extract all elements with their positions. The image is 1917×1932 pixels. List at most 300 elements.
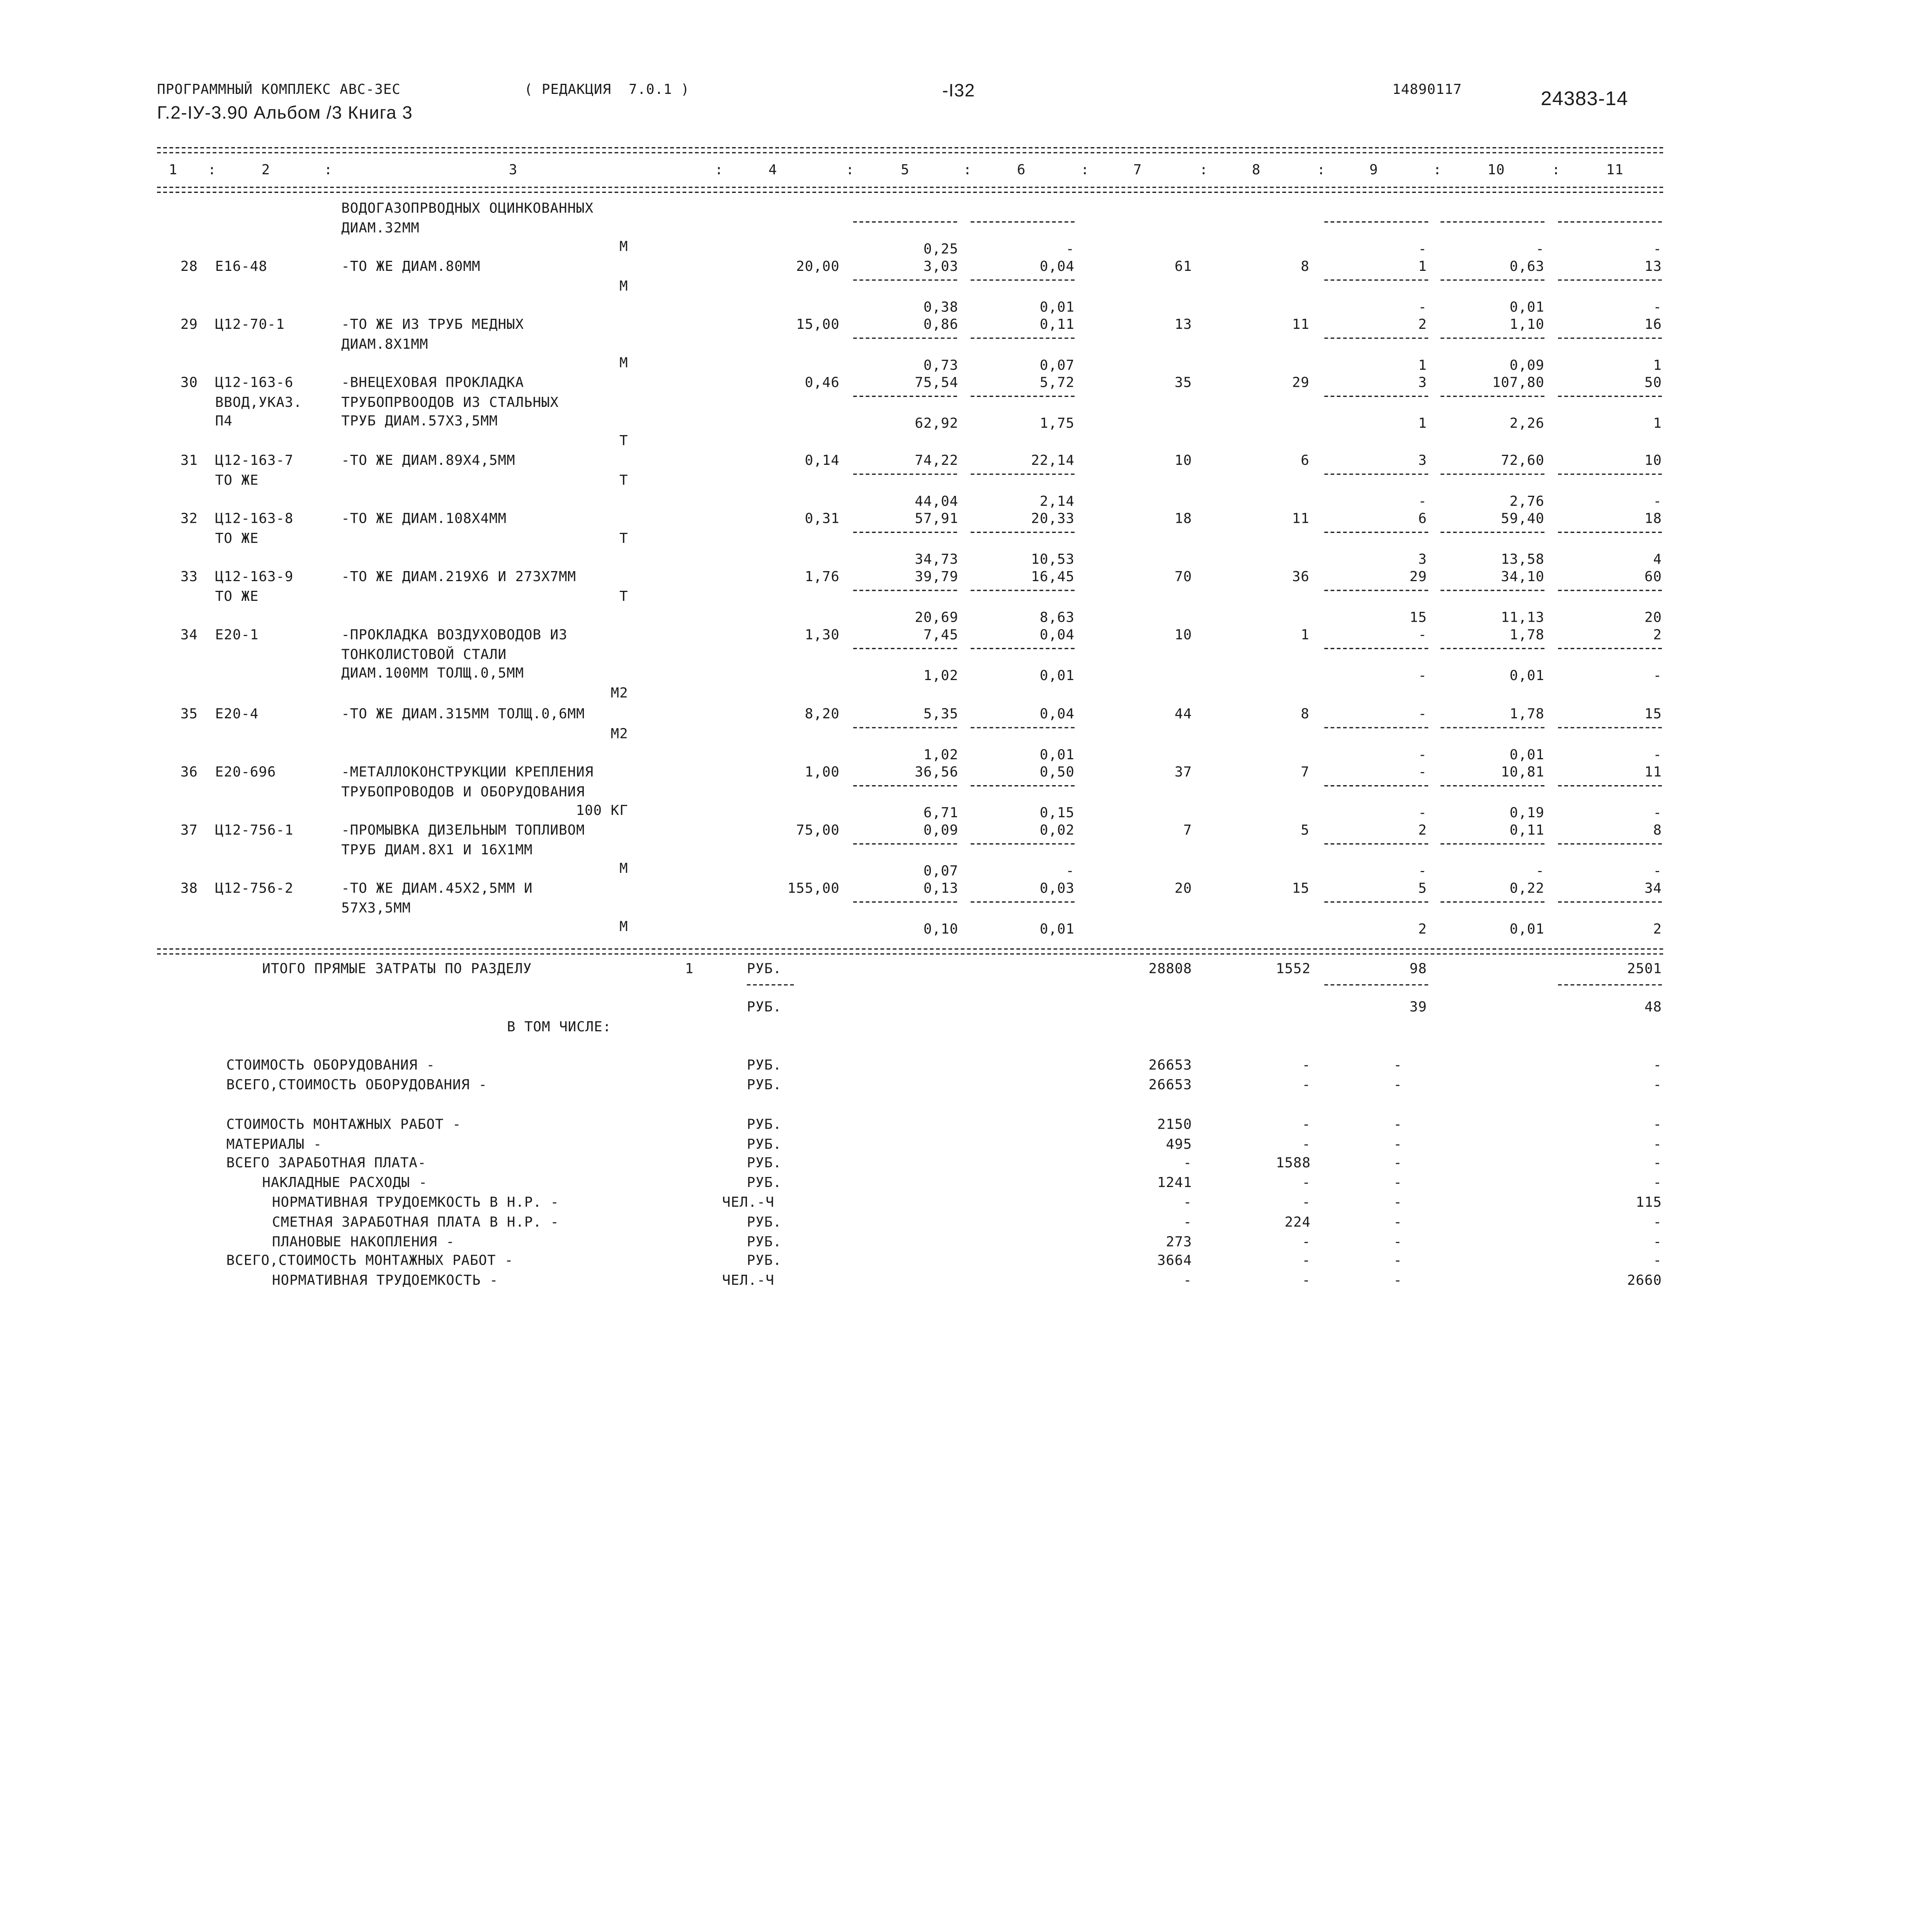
value-c6b: 0,01 xyxy=(1039,668,1075,684)
total-col7: 28808 xyxy=(1148,961,1192,977)
cell-rule xyxy=(1558,337,1662,338)
summary-col7: 26653 xyxy=(1148,1077,1192,1093)
summary-unit: РУБ. xyxy=(747,1077,782,1093)
value-c10b: 0,01 xyxy=(1509,747,1544,764)
value-c5b: 34,73 xyxy=(915,552,958,568)
value-c5b: 44,04 xyxy=(915,494,958,510)
work-description: -ТО ЖЕ ДИАМ.80ММ xyxy=(341,258,481,275)
value-c7: 44 xyxy=(1174,706,1192,722)
value-c9b: - xyxy=(1418,805,1427,822)
summary-col9: - xyxy=(1393,1214,1402,1230)
rate-code: Ц12-163-6 xyxy=(215,374,294,391)
column-header: 9 xyxy=(1369,162,1378,178)
value-c10a: 59,40 xyxy=(1501,510,1544,527)
cell-rule xyxy=(1558,221,1662,222)
summary-col8: - xyxy=(1302,1175,1311,1191)
cell-rule xyxy=(853,589,957,590)
rate-code: ТО ЖЕ xyxy=(215,530,259,546)
summary-unit: РУБ. xyxy=(747,1136,782,1153)
summary-col11: - xyxy=(1653,1234,1662,1250)
cell-rule xyxy=(971,901,1075,902)
value-c9a: 5 xyxy=(1418,880,1427,896)
unit-of-measure: М xyxy=(619,239,628,255)
value-c8: 11 xyxy=(1292,510,1310,527)
column-header: 5 xyxy=(901,162,910,178)
total-rule xyxy=(157,948,1663,949)
quantity: 155,00 xyxy=(787,880,840,896)
total-col8: 1552 xyxy=(1276,961,1311,977)
value-c5b: 0,38 xyxy=(923,299,958,316)
value-c10b: - xyxy=(1536,863,1544,880)
row-number: 33 xyxy=(180,569,198,585)
value-c6a: 0,11 xyxy=(1039,316,1075,333)
unit-of-measure: Т xyxy=(619,433,628,449)
cell-rule xyxy=(1558,531,1662,532)
value-c11b: 20 xyxy=(1644,610,1662,626)
cell-rule xyxy=(1441,279,1544,280)
summary-col7: - xyxy=(1183,1214,1192,1230)
column-header: 2 xyxy=(261,162,270,178)
summary-col8: - xyxy=(1302,1057,1311,1073)
value-c10b: 0,09 xyxy=(1509,358,1544,374)
value-c10a: 0,11 xyxy=(1509,822,1544,838)
cell-rule xyxy=(853,843,957,844)
cell-rule xyxy=(1558,843,1662,844)
cell-rule xyxy=(853,473,957,474)
total-col11-sub: 48 xyxy=(1644,999,1662,1015)
cell-rule xyxy=(971,473,1075,474)
summary-col9: - xyxy=(1393,1155,1402,1171)
value-c8: 15 xyxy=(1292,880,1310,896)
cell-rule xyxy=(1441,337,1544,338)
summary-label: ВСЕГО,СТОИМОСТЬ ОБОРУДОВАНИЯ - xyxy=(226,1077,488,1093)
cell-rule xyxy=(853,279,957,280)
cell-rule xyxy=(1324,279,1428,280)
quantity: 1,30 xyxy=(805,627,840,643)
value-c9a: 2 xyxy=(1418,822,1427,838)
column-separator: : xyxy=(845,162,855,178)
value-c11a: 2 xyxy=(1653,627,1662,643)
value-c9b: - xyxy=(1418,242,1427,258)
cell-rule xyxy=(1558,279,1662,280)
row-number: 32 xyxy=(180,510,198,527)
value-c9b: 1 xyxy=(1418,358,1427,374)
value-c11b: 1 xyxy=(1653,416,1662,432)
value-c11b: - xyxy=(1653,299,1662,316)
quantity: 20,00 xyxy=(796,258,840,275)
cell-rule xyxy=(1324,395,1428,396)
rate-code: Ц12-756-1 xyxy=(215,822,294,838)
value-c9a: 3 xyxy=(1418,452,1427,469)
value-c11a: 8 xyxy=(1653,822,1662,838)
cell-rule xyxy=(1441,727,1544,728)
column-header: 3 xyxy=(509,162,518,178)
value-c5a: 74,22 xyxy=(915,452,958,469)
value-c10b: 13,58 xyxy=(1501,552,1544,568)
value-c6a: 0,02 xyxy=(1039,822,1075,838)
value-c5a: 7,45 xyxy=(923,627,958,643)
value-c7: 37 xyxy=(1174,764,1192,781)
value-c8: 11 xyxy=(1292,316,1310,333)
summary-col11: - xyxy=(1653,1057,1662,1073)
value-c6a: 0,03 xyxy=(1039,880,1075,896)
value-c10a: 107,80 xyxy=(1492,374,1544,391)
value-c6b: 10,53 xyxy=(1031,552,1075,568)
value-c11b: 4 xyxy=(1653,552,1662,568)
cell-rule xyxy=(1441,221,1544,222)
work-description: -ПРОМЫВКА ДИЗЕЛЬНЫМ ТОПЛИВОМ xyxy=(341,822,585,838)
unit-of-measure: Т xyxy=(619,530,628,546)
cell-rule xyxy=(971,221,1075,222)
work-description: ДИАМ.32ММ xyxy=(341,219,420,236)
value-c10b: 2,76 xyxy=(1509,494,1544,510)
summary-unit: РУБ. xyxy=(747,1252,782,1269)
value-c6a: 0,50 xyxy=(1039,764,1075,781)
summary-unit: РУБ. xyxy=(747,1057,782,1073)
column-header: 4 xyxy=(768,162,777,178)
value-c10a: 0,22 xyxy=(1509,880,1544,896)
rate-code: Ц12-163-7 xyxy=(215,452,294,469)
summary-col8: 224 xyxy=(1284,1214,1311,1230)
cell-rule xyxy=(1558,395,1662,396)
header-rule xyxy=(157,187,1663,188)
summary-col11: - xyxy=(1653,1252,1662,1269)
value-c9b: - xyxy=(1418,668,1427,684)
header-rule xyxy=(157,147,1663,148)
column-header: 10 xyxy=(1487,162,1505,178)
column-separator: : xyxy=(1080,162,1090,178)
cell-rule xyxy=(1441,648,1544,649)
cell-rule xyxy=(1441,395,1544,396)
value-c6a: 0,04 xyxy=(1039,258,1075,275)
quantity: 0,14 xyxy=(805,452,840,469)
cell-rule xyxy=(853,785,957,786)
value-c10b: 0,01 xyxy=(1509,922,1544,938)
summary-label: НАКЛАДНЫЕ РАСХОДЫ - xyxy=(262,1175,428,1191)
value-c8: 8 xyxy=(1301,706,1310,722)
summary-col9: - xyxy=(1393,1194,1402,1211)
value-c6b: 0,07 xyxy=(1039,358,1075,374)
work-description: -ПРОКЛАДКА ВОЗДУХОВОДОВ ИЗ xyxy=(341,627,568,643)
total-col9: 98 xyxy=(1409,961,1427,977)
summary-unit: РУБ. xyxy=(747,1175,782,1191)
value-c8: 36 xyxy=(1292,569,1310,585)
row-number: 35 xyxy=(180,706,198,722)
value-c8: 1 xyxy=(1301,627,1310,643)
rate-code: Е20-4 xyxy=(215,706,259,722)
value-c11b: - xyxy=(1653,242,1662,258)
row-number: 31 xyxy=(180,452,198,469)
rate-code: ВВОД,УКАЗ. xyxy=(215,394,302,410)
value-c8: 8 xyxy=(1301,258,1310,275)
column-separator: : xyxy=(208,162,217,178)
column-header: 1 xyxy=(168,162,178,178)
edition-label: ( РЕДАКЦИЯ 7.0.1 ) xyxy=(524,82,690,98)
row-number: 38 xyxy=(180,880,198,896)
value-c6a: 22,14 xyxy=(1031,452,1075,469)
column-separator: : xyxy=(963,162,972,178)
total-label: ИТОГО ПРЯМЫЕ ЗАТРАТЫ ПО РАЗДЕЛУ xyxy=(262,961,532,977)
summary-col7: 495 xyxy=(1166,1136,1192,1153)
cell-rule xyxy=(971,727,1075,728)
rate-code: Ц12-756-2 xyxy=(215,880,294,896)
value-c10b: 2,26 xyxy=(1509,416,1544,432)
work-description: -МЕТАЛЛОКОНСТРУКЦИИ КРЕПЛЕНИЯ xyxy=(341,764,594,781)
summary-col11: - xyxy=(1653,1175,1662,1191)
value-c8: 7 xyxy=(1301,764,1310,781)
value-c9b: - xyxy=(1418,863,1427,880)
value-c6b: - xyxy=(1066,242,1075,258)
value-c11b: - xyxy=(1653,747,1662,764)
value-c11b: - xyxy=(1653,863,1662,880)
value-c11a: 60 xyxy=(1644,569,1662,585)
total-col9-rule xyxy=(1324,984,1428,985)
value-c5a: 3,03 xyxy=(923,258,958,275)
value-c7: 7 xyxy=(1183,822,1192,838)
value-c11a: 16 xyxy=(1644,316,1662,333)
cell-rule xyxy=(1324,531,1428,532)
summary-col7: 2150 xyxy=(1157,1116,1192,1133)
quantity: 0,31 xyxy=(805,510,840,527)
cell-rule xyxy=(1324,843,1428,844)
cell-rule xyxy=(971,843,1075,844)
value-c9a: - xyxy=(1418,764,1427,781)
summary-col8: - xyxy=(1302,1272,1311,1289)
cell-rule xyxy=(853,727,957,728)
total-col11: 2501 xyxy=(1627,961,1662,977)
cell-rule xyxy=(1558,473,1662,474)
value-c5b: 62,92 xyxy=(915,416,958,432)
row-number: 28 xyxy=(180,258,198,275)
cell-rule xyxy=(1558,648,1662,649)
summary-col7: - xyxy=(1183,1155,1192,1171)
work-description: ТРУБ ДИАМ.8Х1 И 16Х1ММ xyxy=(341,842,533,858)
summary-col9: - xyxy=(1393,1136,1402,1153)
work-description: 57Х3,5ММ xyxy=(341,900,411,916)
value-c5b: 1,02 xyxy=(923,747,958,764)
total-unit: РУБ. xyxy=(747,999,782,1015)
summary-label: ВСЕГО,СТОИМОСТЬ МОНТАЖНЫХ РАБОТ - xyxy=(226,1252,514,1269)
value-c7: 10 xyxy=(1174,452,1192,469)
rate-code: Е20-696 xyxy=(215,764,276,781)
value-c9b: - xyxy=(1418,299,1427,316)
quantity: 1,00 xyxy=(805,764,840,781)
quantity: 15,00 xyxy=(796,316,840,333)
summary-col9: - xyxy=(1393,1234,1402,1250)
rate-code: Е16-48 xyxy=(215,258,267,275)
value-c6b: 2,14 xyxy=(1039,494,1075,510)
value-c10a: 1,78 xyxy=(1509,706,1544,722)
value-c6b: 8,63 xyxy=(1039,610,1075,626)
document-code: 14890117 xyxy=(1392,82,1462,98)
cell-rule xyxy=(971,337,1075,338)
value-c10a: 1,10 xyxy=(1509,316,1544,333)
summary-unit: РУБ. xyxy=(747,1234,782,1250)
work-description: ТРУБОПРВООДОВ ИЗ СТАЛЬНЫХ xyxy=(341,394,559,410)
page-number: -I32 xyxy=(942,82,975,102)
value-c11a: 18 xyxy=(1644,510,1662,527)
value-c5a: 57,91 xyxy=(915,510,958,527)
value-c10b: 0,01 xyxy=(1509,299,1544,316)
value-c6a: 16,45 xyxy=(1031,569,1075,585)
value-c9a: 2 xyxy=(1418,316,1427,333)
unit-of-measure: М xyxy=(619,355,628,372)
value-c11b: 2 xyxy=(1653,922,1662,938)
column-header: 7 xyxy=(1133,162,1142,178)
summary-col11: 2660 xyxy=(1627,1272,1662,1289)
value-c11a: 10 xyxy=(1644,452,1662,469)
summary-unit: РУБ. xyxy=(747,1155,782,1171)
header-rule xyxy=(157,152,1663,153)
cell-rule xyxy=(971,648,1075,649)
summary-label: ВСЕГО ЗАРАБОТНАЯ ПЛАТА- xyxy=(226,1155,427,1171)
value-c10b: 11,13 xyxy=(1501,610,1544,626)
program-title: ПРОГРАММНЫЙ КОМПЛЕКС АВС-ЗЕС xyxy=(157,82,401,98)
summary-label: ПЛАНОВЫЕ НАКОПЛЕНИЯ - xyxy=(272,1234,455,1250)
total-col11-rule xyxy=(1558,984,1662,985)
cell-rule xyxy=(853,648,957,649)
value-c9a: - xyxy=(1418,706,1427,722)
column-separator: : xyxy=(1433,162,1442,178)
column-separator: : xyxy=(1199,162,1208,178)
value-c5a: 36,56 xyxy=(915,764,958,781)
value-c7: 35 xyxy=(1174,374,1192,391)
row-number: 37 xyxy=(180,822,198,838)
work-description: ДИАМ.100ММ ТОЛЩ.0,5ММ xyxy=(341,665,524,682)
value-c6a: 20,33 xyxy=(1031,510,1075,527)
value-c9b: 1 xyxy=(1418,416,1427,432)
value-c5b: 0,07 xyxy=(923,863,958,880)
stamp-number: 24383-14 xyxy=(1541,89,1628,110)
row-number: 34 xyxy=(180,627,198,643)
cell-rule xyxy=(1441,589,1544,590)
value-c7: 61 xyxy=(1174,258,1192,275)
work-description: -ТО ЖЕ ДИАМ.108Х4ММ xyxy=(341,510,507,527)
summary-col8: - xyxy=(1302,1136,1311,1153)
summary-col7: 273 xyxy=(1166,1234,1192,1250)
value-c6b: - xyxy=(1066,863,1075,880)
summary-col11: 115 xyxy=(1636,1194,1662,1211)
work-description: ВОДОГАЗОПРВОДНЫХ ОЦИНКОВАННЫХ xyxy=(341,200,594,216)
value-c11b: - xyxy=(1653,494,1662,510)
unit-of-measure: 100 КГ xyxy=(576,803,628,819)
value-c5b: 20,69 xyxy=(915,610,958,626)
value-c9a: 6 xyxy=(1418,510,1427,527)
value-c6b: 0,15 xyxy=(1039,805,1075,822)
value-c5a: 0,86 xyxy=(923,316,958,333)
work-description: ТОНКОЛИСТОВОЙ СТАЛИ xyxy=(341,646,507,663)
value-c11a: 34 xyxy=(1644,880,1662,896)
cell-rule xyxy=(1558,589,1662,590)
value-c8: 29 xyxy=(1292,374,1310,391)
value-c11b: - xyxy=(1653,668,1662,684)
value-c9b: 15 xyxy=(1409,610,1427,626)
cell-rule xyxy=(1324,727,1428,728)
value-c6b: 0,01 xyxy=(1039,299,1075,316)
quantity: 1,76 xyxy=(805,569,840,585)
header-rule xyxy=(157,192,1663,193)
summary-col9: - xyxy=(1393,1057,1402,1073)
summary-col9: - xyxy=(1393,1272,1402,1289)
cell-rule xyxy=(1441,473,1544,474)
summary-unit: ЧЕЛ.-Ч xyxy=(722,1194,774,1211)
cell-rule xyxy=(1441,531,1544,532)
cell-rule xyxy=(1441,785,1544,786)
column-header: 8 xyxy=(1252,162,1261,178)
rate-code: Ц12-70-1 xyxy=(215,316,285,333)
value-c5b: 0,73 xyxy=(923,358,958,374)
work-description: -ТО ЖЕ ИЗ ТРУБ МЕДНЫХ xyxy=(341,316,524,333)
value-c11a: 11 xyxy=(1644,764,1662,781)
value-c5a: 39,79 xyxy=(915,569,958,585)
summary-label: НОРМАТИВНАЯ ТРУДОЕМКОСТЬ - xyxy=(272,1272,498,1289)
total-section-number: 1 xyxy=(685,961,694,977)
value-c11a: 13 xyxy=(1644,258,1662,275)
cell-rule xyxy=(1324,785,1428,786)
cell-rule xyxy=(1324,473,1428,474)
summary-col11: - xyxy=(1653,1214,1662,1230)
rate-code: П4 xyxy=(215,413,233,430)
cell-rule xyxy=(853,531,957,532)
work-description: -ТО ЖЕ ДИАМ.219Х6 И 273Х7ММ xyxy=(341,569,577,585)
summary-label: СТОИМОСТЬ ОБОРУДОВАНИЯ - xyxy=(226,1057,435,1073)
value-c5a: 0,13 xyxy=(923,880,958,896)
value-c10b: 0,19 xyxy=(1509,805,1544,822)
value-c6b: 0,01 xyxy=(1039,747,1075,764)
summary-col7: 26653 xyxy=(1148,1057,1192,1073)
unit-of-measure: М2 xyxy=(611,685,628,701)
value-c5a: 5,35 xyxy=(923,706,958,722)
summary-col8: - xyxy=(1302,1234,1311,1250)
value-c9a: 29 xyxy=(1409,569,1427,585)
unit-of-measure: М xyxy=(619,861,628,878)
unit-of-measure: М2 xyxy=(611,725,628,742)
summary-col8: 1588 xyxy=(1276,1155,1311,1171)
rate-code: ТО ЖЕ xyxy=(215,472,259,488)
cell-rule xyxy=(1558,727,1662,728)
summary-col9: - xyxy=(1393,1116,1402,1133)
value-c5b: 1,02 xyxy=(923,668,958,684)
summary-col9: - xyxy=(1393,1175,1402,1191)
summary-label: НОРМАТИВНАЯ ТРУДОЕМКОСТЬ В Н.Р. - xyxy=(272,1194,559,1211)
quantity: 0,46 xyxy=(805,374,840,391)
summary-unit: ЧЕЛ.-Ч xyxy=(722,1272,774,1289)
value-c7: 18 xyxy=(1174,510,1192,527)
value-c5b: 0,10 xyxy=(923,922,958,938)
value-c9b: 3 xyxy=(1418,552,1427,568)
cell-rule xyxy=(1324,337,1428,338)
value-c8: 6 xyxy=(1301,452,1310,469)
value-c7: 10 xyxy=(1174,627,1192,643)
work-description: -ВНЕЦЕХОВАЯ ПРОКЛАДКА xyxy=(341,374,524,391)
summary-col11: - xyxy=(1653,1077,1662,1093)
value-c5b: 0,25 xyxy=(923,242,958,258)
value-c9a: 3 xyxy=(1418,374,1427,391)
cell-rule xyxy=(1558,785,1662,786)
work-description: ТРУБ ДИАМ.57Х3,5ММ xyxy=(341,413,498,430)
value-c6b: 0,01 xyxy=(1039,922,1075,938)
summary-col11: - xyxy=(1653,1116,1662,1133)
value-c11a: 15 xyxy=(1644,706,1662,722)
cell-rule xyxy=(1324,221,1428,222)
rate-code: Ц12-163-9 xyxy=(215,569,294,585)
row-number: 29 xyxy=(180,316,198,333)
total-unit: РУБ. xyxy=(747,961,782,977)
value-c6a: 0,04 xyxy=(1039,627,1075,643)
value-c6a: 0,04 xyxy=(1039,706,1075,722)
value-c9a: - xyxy=(1418,627,1427,643)
work-description: ТРУБОПРОВОДОВ И ОБОРУДОВАНИЯ xyxy=(341,783,585,800)
